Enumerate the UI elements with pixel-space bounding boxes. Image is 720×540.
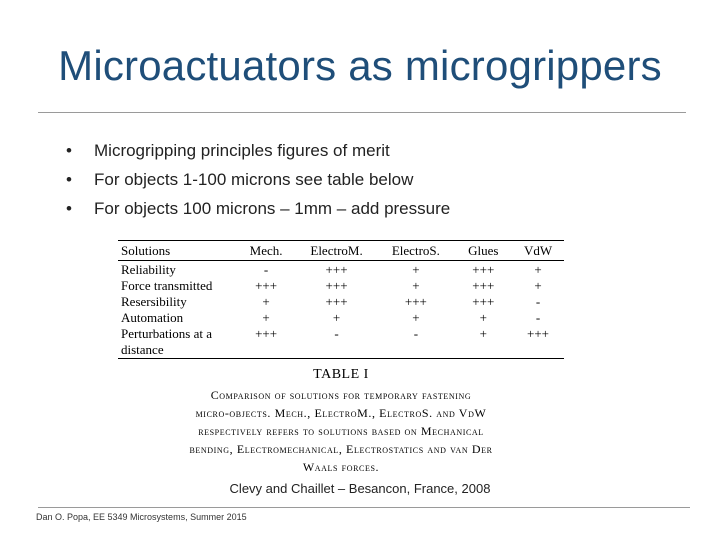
table-cell xyxy=(377,342,454,358)
table-cell: +++ xyxy=(527,326,550,341)
source-credit: Clevy and Chaillet – Besancon, France, 2008 xyxy=(229,481,491,496)
bullet-icon: • xyxy=(66,199,72,218)
table-cell: - xyxy=(413,326,419,341)
table-row xyxy=(118,278,564,294)
table-cell: +++ xyxy=(255,278,278,293)
table-cell: - xyxy=(334,326,339,341)
table-cell: - xyxy=(535,310,541,325)
column-header: VdW xyxy=(523,243,553,258)
column-header: ElectroM. xyxy=(310,243,363,258)
table-cell: +++ xyxy=(325,262,348,277)
caption-body xyxy=(118,386,564,476)
title-divider xyxy=(38,112,686,113)
row-label: Force transmitted xyxy=(121,278,213,293)
table-cell: +++ xyxy=(472,262,495,277)
caption-line: Waals forces. xyxy=(302,460,380,474)
table-row xyxy=(118,262,564,278)
footer-divider xyxy=(38,507,690,508)
row-label: Reliability xyxy=(121,262,176,277)
table-cell: + xyxy=(479,326,487,341)
table-cell: + xyxy=(332,310,341,325)
comparison-table xyxy=(118,243,564,358)
table-cell: + xyxy=(412,278,420,293)
table-cell: + xyxy=(534,262,542,277)
table-cell: + xyxy=(262,310,270,325)
bullet-text: Microgripping principles figures of merit xyxy=(94,141,390,160)
row-label: Perturbations at a xyxy=(121,326,212,341)
table-cell xyxy=(296,342,377,358)
caption-line: respectively refers to solutions based on Mechanical xyxy=(198,424,484,438)
column-header: Solutions xyxy=(121,243,171,258)
table-cell: + xyxy=(412,262,420,277)
table-cell: +++ xyxy=(472,294,495,309)
table-top-rule xyxy=(118,240,564,241)
bullet-list xyxy=(66,136,450,223)
row-label: Resersibility xyxy=(121,294,187,309)
table-row xyxy=(118,326,564,342)
table-row xyxy=(118,310,564,326)
bullet-text: For objects 100 microns – 1mm – add pressure xyxy=(94,199,451,218)
table-row xyxy=(118,294,564,310)
table-row xyxy=(118,342,564,358)
table-cell: +++ xyxy=(255,326,278,341)
table-cell: - xyxy=(535,294,541,309)
table-bottom-rule xyxy=(118,358,564,359)
row-label: distance xyxy=(121,342,164,357)
table-cell: +++ xyxy=(404,294,427,309)
table-cell xyxy=(512,342,564,358)
caption-line: Comparison of solutions for temporary fastening xyxy=(210,388,472,402)
column-header: Glues xyxy=(468,243,499,258)
table-cell: + xyxy=(412,310,420,325)
table-header-row xyxy=(118,243,564,262)
caption-title: TABLE I xyxy=(313,367,369,382)
table-cell: +++ xyxy=(325,278,348,293)
table-cell: + xyxy=(534,278,542,293)
bullet-text: For objects 1-100 microns see table below xyxy=(94,170,414,189)
bullet-icon: • xyxy=(66,141,72,160)
table-cell: +++ xyxy=(472,278,495,293)
footer-text: Dan O. Popa, EE 5349 Microsystems, Summer 2015 xyxy=(36,512,247,522)
table-cell: - xyxy=(263,262,269,277)
table-cell: + xyxy=(262,294,270,309)
bullet-item xyxy=(66,136,450,165)
table-caption xyxy=(118,366,564,476)
bullet-icon: • xyxy=(66,170,72,189)
table-cell xyxy=(236,342,296,358)
column-header: ElectroS. xyxy=(391,243,440,258)
table-cell: +++ xyxy=(325,294,348,309)
table-cell: + xyxy=(479,310,487,325)
bullet-item xyxy=(66,165,450,194)
row-label: Automation xyxy=(121,310,184,325)
caption-line: micro-objects. Mech., ElectroM., ElectroS. and VdW xyxy=(195,406,487,420)
caption-line: bending, Electromechanical, Electrostatics and van Der xyxy=(189,442,493,456)
column-header: Mech. xyxy=(249,243,283,258)
slide-title: Microactuators as microgrippers xyxy=(58,42,662,89)
bullet-item xyxy=(66,194,450,223)
table-cell xyxy=(455,342,513,358)
